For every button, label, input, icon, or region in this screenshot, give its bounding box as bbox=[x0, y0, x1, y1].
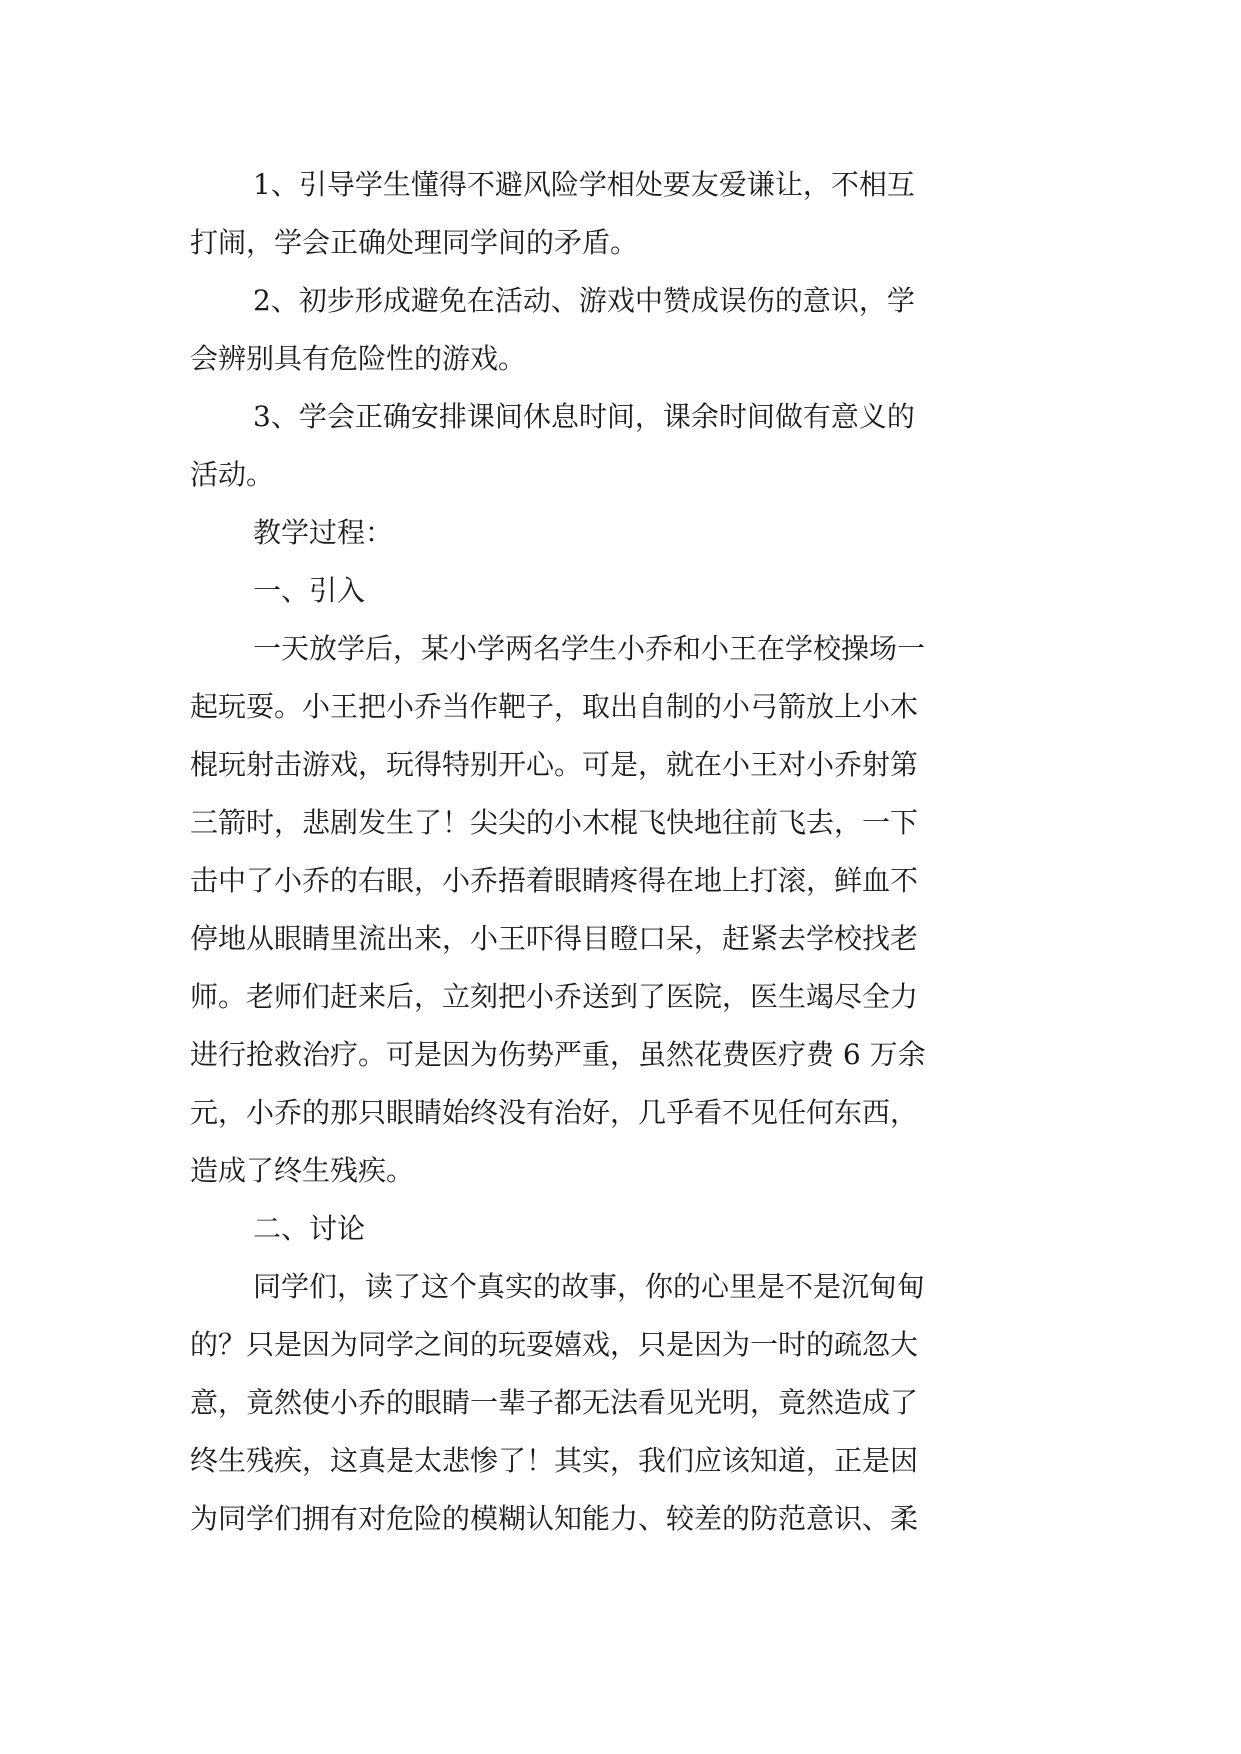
section-heading: 教学过程： bbox=[253, 516, 394, 549]
paragraph-line: 意，竟然使小乔的眼睛一辈子都无法看见光明，竟然造成了 bbox=[190, 1386, 919, 1419]
paragraph-line: 为同学们拥有对危险的模糊认知能力、较差的防范意识、柔 bbox=[190, 1502, 919, 1535]
paragraph-line: 一天放学后，某小学两名学生小乔和小王在学校操场一 bbox=[253, 632, 926, 665]
paragraph-line: 1、引导学生懂得不避风险学相处要友爱谦让，不相互 bbox=[253, 168, 915, 201]
paragraph-line: 元，小乔的那只眼睛始终没有治好，几乎看不见任何东西， bbox=[190, 1096, 919, 1129]
paragraph-line: 三箭时，悲剧发生了！尖尖的小木棍飞快地往前飞去，一下 bbox=[190, 806, 919, 839]
paragraph-line: 活动。 bbox=[190, 458, 275, 491]
paragraph-line: 棍玩射击游戏，玩得特别开心。可是，就在小王对小乔射第 bbox=[190, 748, 919, 781]
paragraph-line: 造成了终生残疾。 bbox=[190, 1154, 415, 1187]
paragraph-line: 终生残疾，这真是太悲惨了！其实，我们应该知道，正是因 bbox=[190, 1444, 919, 1477]
paragraph-line: 同学们，读了这个真实的故事，你的心里是不是沉甸甸 bbox=[253, 1270, 926, 1303]
section-heading: 二、讨论 bbox=[253, 1212, 366, 1245]
paragraph-line: 师。老师们赶来后，立刻把小乔送到了医院，医生竭尽全力 bbox=[190, 980, 919, 1013]
paragraph-line: 击中了小乔的右眼，小乔捂着眼睛疼得在地上打滚，鲜血不 bbox=[190, 864, 919, 897]
paragraph-line: 3、学会正确安排课间休息时间，课余时间做有意义的 bbox=[253, 400, 915, 433]
paragraph-line: 打闹，学会正确处理同学间的矛盾。 bbox=[190, 226, 639, 259]
section-heading: 一、引入 bbox=[253, 574, 366, 607]
paragraph-line: 2、初步形成避免在活动、游戏中赞成误伤的意识，学 bbox=[253, 284, 915, 317]
paragraph-line: 起玩耍。小王把小乔当作靶子，取出自制的小弓箭放上小木 bbox=[190, 690, 919, 723]
paragraph-line: 会辨别具有危险性的游戏。 bbox=[190, 342, 527, 375]
paragraph-line: 停地从眼睛里流出来，小王吓得目瞪口呆，赶紧去学校找老 bbox=[190, 922, 919, 955]
paragraph-line: 进行抢救治疗。可是因为伤势严重，虽然花费医疗费 6 万余 bbox=[190, 1038, 926, 1071]
paragraph-line: 的？只是因为同学之间的玩耍嬉戏，只是因为一时的疏忽大 bbox=[190, 1328, 919, 1361]
